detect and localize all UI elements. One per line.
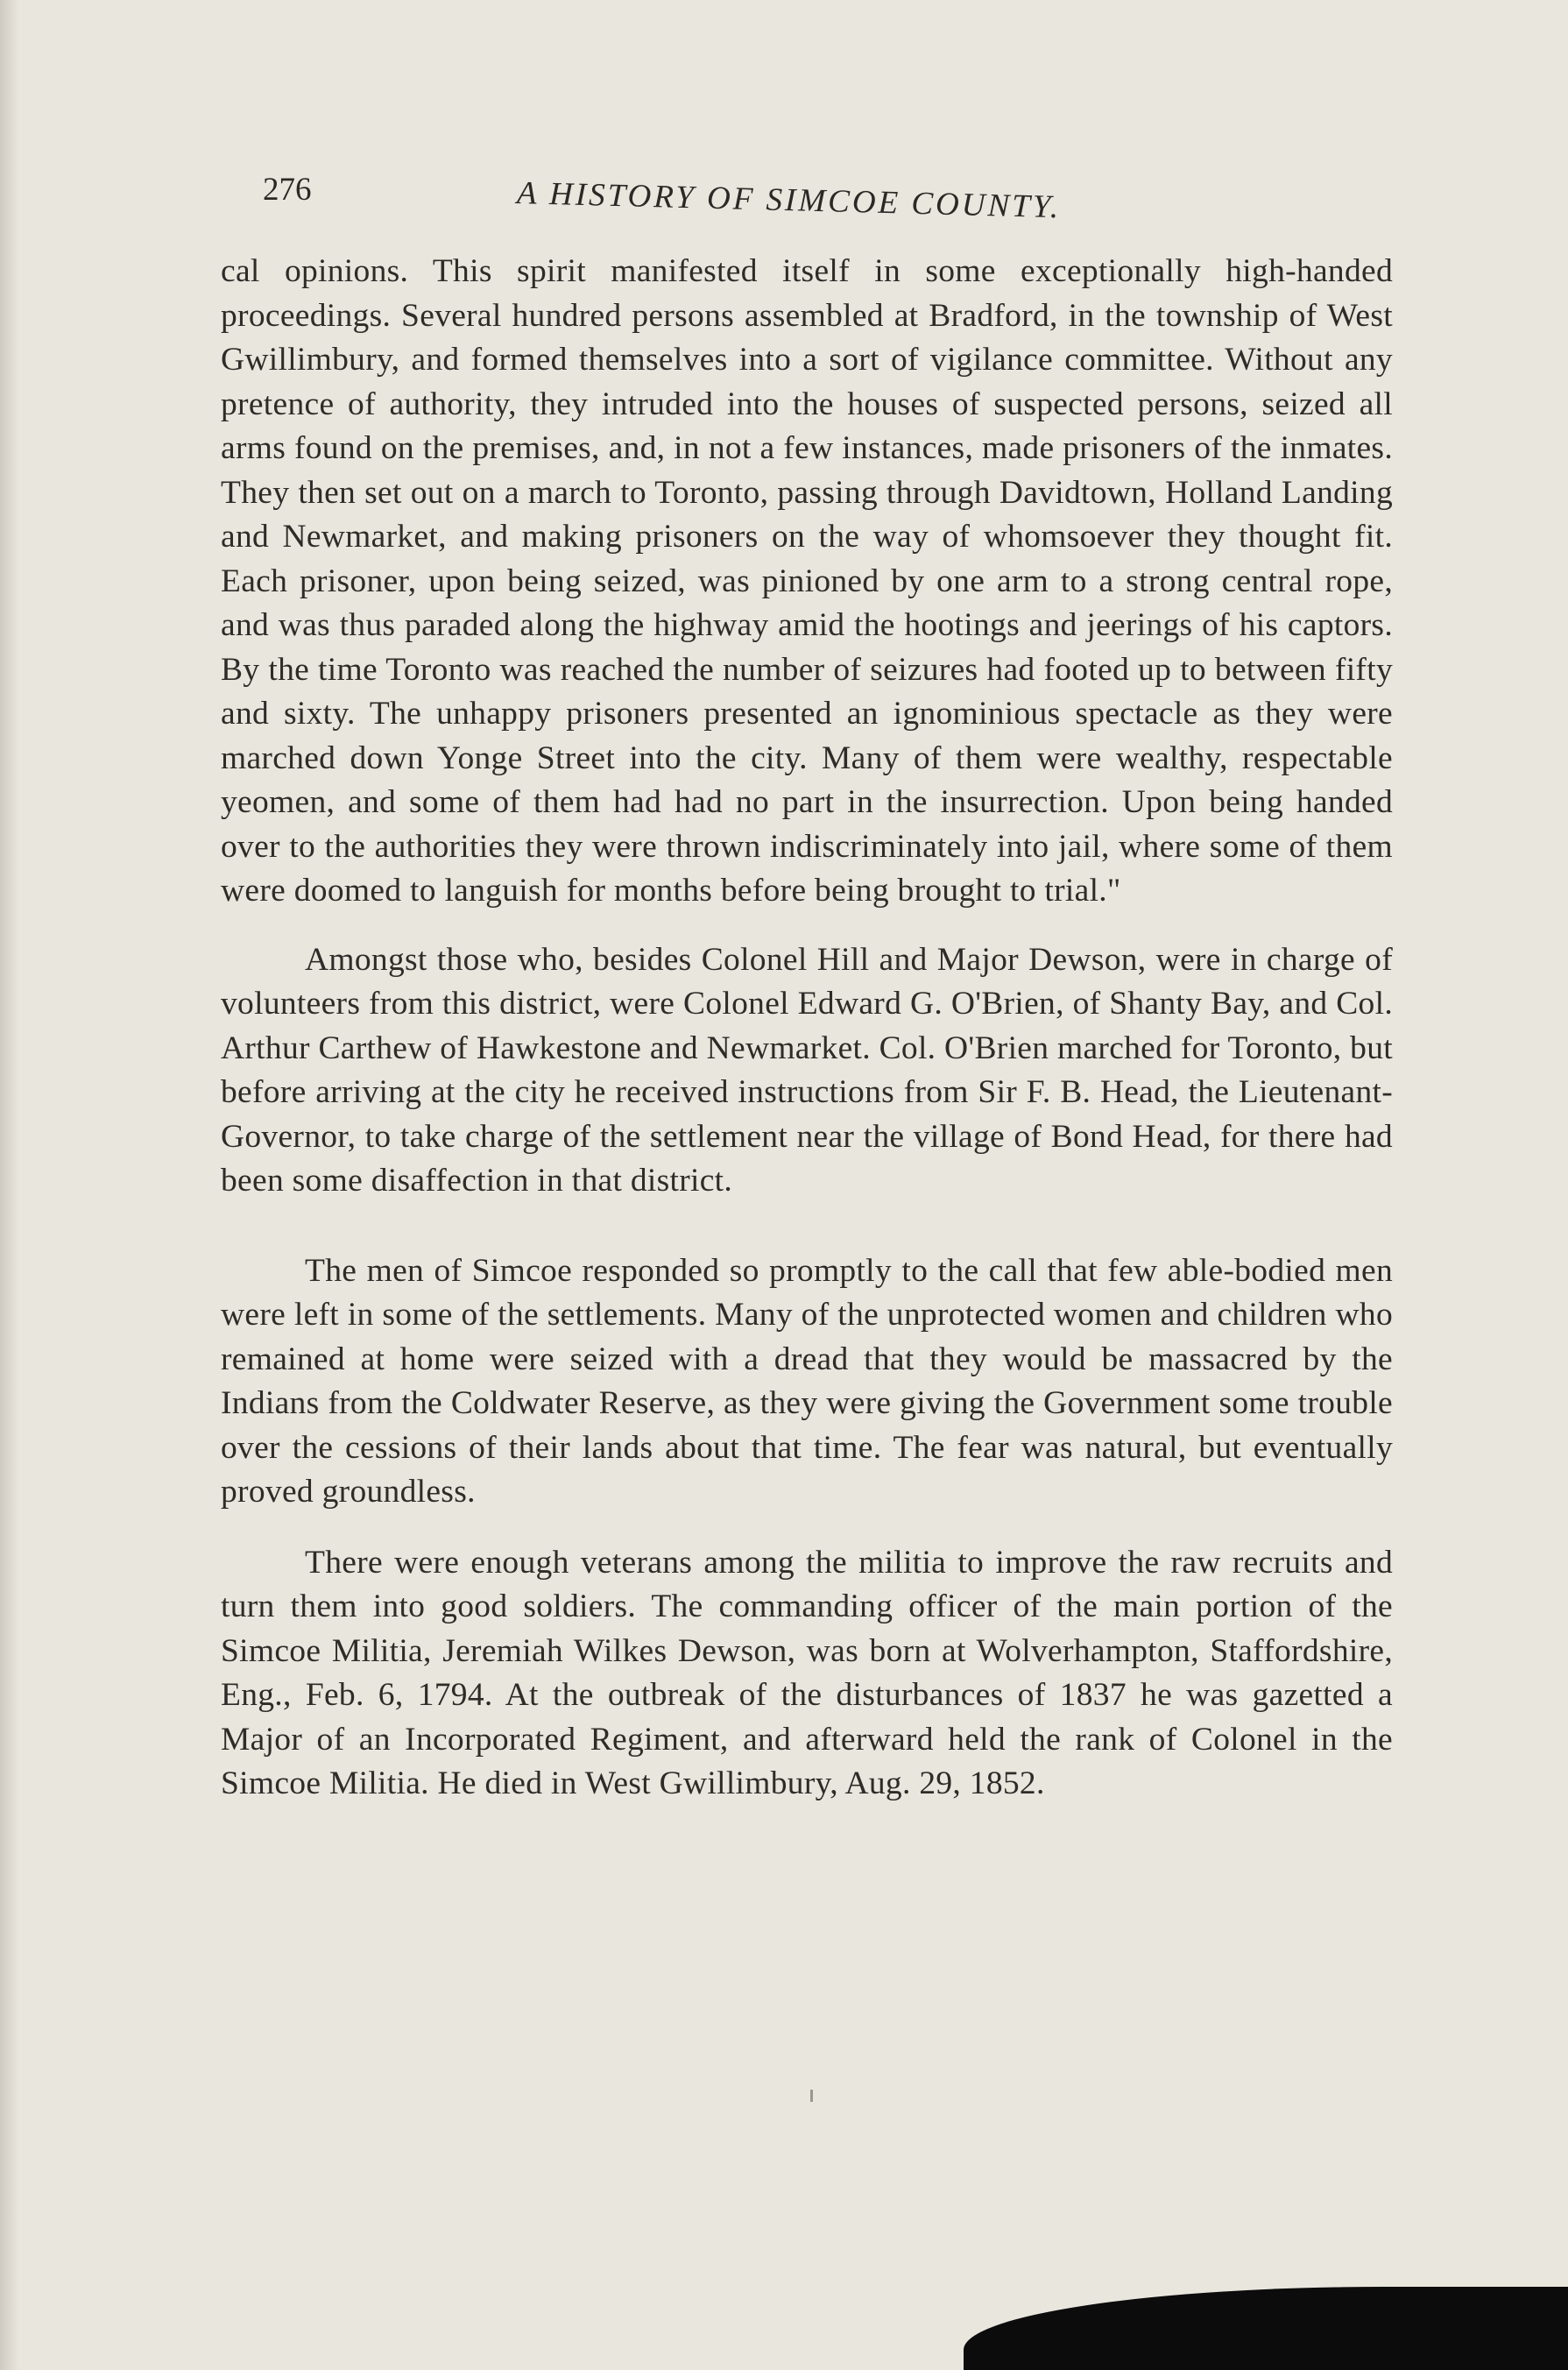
body-text — [221, 250, 1393, 1807]
paragraph: The men of Simcoe responded so promptly to the call that few able-bodied men were left in some of the settlements. Many of the unprotected women and children who remained at home were seized with a dread that they would be massacred by the Indians from the Coldwater Reserve, as they were giving the Government some trouble over the cessions of their lands about that time. The fear was natural, but eventually proved groundless. — [221, 1252, 1393, 1510]
paragraph: Amongst those who, besides Colonel Hill and Major Dewson, were in charge of volunteers from this district, were Colonel Edward G. O'Brien, of Shanty Bay, and Col. Arthur Carthew of Hawkestone and Newmarket. Col. O'Brien marched for Toronto, but before arriving at the city he received instructions from Sir F. B. Head, the Lieutenant-Governor, to take charge of the settlement near the village of Bond Head, for there had been some disaffection in that district. — [221, 941, 1393, 1199]
ink-mark — [810, 2090, 813, 2102]
paragraph: There were enough veterans among the militia to improve the raw recruits and turn them into good soldiers. The commanding officer of the main portion of the Simcoe Militia, Jeremiah Wilkes Dewson, was born at Wolverhampton, Staffordshire, Eng., Feb. 6, 1794. At the outbreak of the disturbances of 1837 he was gazetted a Major of an Incorporated Regiment, and afterward held the rank of Colonel in the Simcoe Militia. He died in West Gwillimbury, Aug. 29, 1852. — [221, 1544, 1393, 1801]
page-shadow — [964, 2287, 1568, 2370]
page-edge — [0, 0, 19, 2370]
running-head: A HISTORY OF SIMCOE COUNTY. — [516, 175, 1062, 226]
page-number: 276 — [263, 172, 312, 208]
page-header — [263, 171, 1437, 226]
paragraph: cal opinions. This spirit manifested itself in some exceptionally high-handed proceedings. Several hundred persons assembled at Bradford, in the township of West Gwillimbury, and formed themselves into a sort of vigilance committee. Without any pretence of authority, they intruded into the houses of suspected persons, seized all arms found on the premises, and, in not a few instances, made prisoners of the inmates. They then set out on a march to Toronto, passing through Davidtown, Holland Landing and Newmarket, and making prisoners on the way of whomsoever they thought fit. Each prisoner, upon being seized, was pinioned by one arm to a strong central rope, and was thus paraded along the highway amid the hootings and jeerings of his captors. By the time Toronto was reached the number of seizures had footed up to between fifty and sixty. The unhappy prisoners presented an ignominious spectacle as they were marched down Yonge Street into the city. Many of them were wealthy, respectable yeomen, and some of them had had no part in the insurrection. Upon being handed over to the authorities they were thrown indiscriminately into jail, where some of them were doomed to languish for months before being brought to trial." — [221, 253, 1393, 909]
